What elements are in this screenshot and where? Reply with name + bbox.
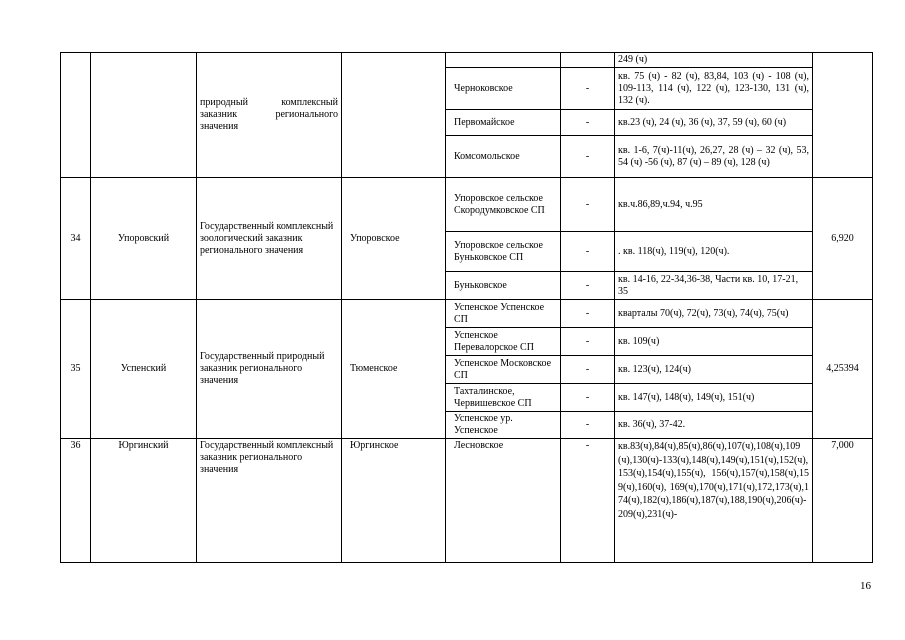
quarters-cell: кв. 36(ч), 37-42. <box>615 412 813 439</box>
dash-cell: - <box>561 356 615 384</box>
num-cell: 34 <box>61 178 91 300</box>
quarters-cell: кв. 14-16, 22-34,36-38, Части кв. 10, 17-21, 35 <box>615 272 813 300</box>
dash-cell: - <box>561 384 615 412</box>
quarters-cell: кв. 1-6, 7(ч)-11(ч), 26,27, 28 (ч) – 32 (ч), 53, 54 (ч) -56 (ч), 87 (ч) – 89 (ч), 128 (ч) <box>615 136 813 178</box>
name-cell: Упоровский <box>91 178 197 300</box>
forestry-cell: Успенское Успенское СП <box>446 300 561 328</box>
table-row <box>61 439 873 563</box>
forestry-cell: Успенское Московское СП <box>446 356 561 384</box>
name-cell: Успенский <box>91 300 197 439</box>
num-cell: 36 <box>61 439 91 563</box>
dash-cell: - <box>561 300 615 328</box>
dash-cell: - <box>561 136 615 178</box>
district-cell: Юргинское <box>342 439 446 563</box>
forestry-cell: Первомайское <box>446 110 561 136</box>
dash-cell: - <box>561 178 615 232</box>
dash-cell: - <box>561 110 615 136</box>
district-cell: Упоровское <box>342 178 446 300</box>
quarters-cell: кварталы 70(ч), 72(ч), 73(ч), 74(ч), 75(ч) <box>615 300 813 328</box>
table-row <box>61 53 873 68</box>
table-row <box>61 300 873 328</box>
area-cell <box>813 53 873 178</box>
dash-cell: - <box>561 439 615 563</box>
reserve-type-cell: природный комплексный заказник регионального значения <box>197 53 342 178</box>
forestry-cell: Тахталинское, Червишевское СП <box>446 384 561 412</box>
page-number: 16 <box>860 580 871 592</box>
quarters-cell: кв.83(ч),84(ч),85(ч),86(ч),107(ч),108(ч),109(ч),130(ч)-133(ч),148(ч),149(ч),151(ч),152(ч),153(ч),154(ч),155(ч), 156(ч),157(ч),158(ч),159(ч),160(ч), 169(ч),170(ч),171(ч),172,173(ч),174(ч),182(ч),186(ч),187(ч),188,190(ч),206(ч)- 209(ч),231(ч)- <box>615 439 813 563</box>
dash-cell <box>561 53 615 68</box>
reserves-table <box>60 52 873 563</box>
name-cell <box>91 53 197 178</box>
reserve-type-cell: Государственный комплексный заказник регионального значения <box>197 439 342 563</box>
quarters-cell: . кв. 118(ч), 119(ч), 120(ч). <box>615 232 813 272</box>
forestry-cell: Черноковское <box>446 68 561 110</box>
forestry-cell: Упоровское сельское Скородумковское СП <box>446 178 561 232</box>
quarters-cell: кв. 75 (ч) - 82 (ч), 83,84, 103 (ч) - 108 (ч), 109-113, 114 (ч), 122 (ч), 123-130, 131 (ч), 132 (ч). <box>615 68 813 110</box>
forestry-cell: Лесновское <box>446 439 561 563</box>
num-cell <box>61 53 91 178</box>
district-cell: Тюменское <box>342 300 446 439</box>
quarters-cell: кв.23 (ч), 24 (ч), 36 (ч), 37, 59 (ч), 60 (ч) <box>615 110 813 136</box>
forestry-cell: Упоровское сельское Буньковское СП <box>446 232 561 272</box>
num-cell: 35 <box>61 300 91 439</box>
forestry-cell <box>446 53 561 68</box>
area-cell: 7,000 <box>813 439 873 563</box>
quarters-cell: кв. 147(ч), 148(ч), 149(ч), 151(ч) <box>615 384 813 412</box>
forestry-cell: Комсомольское <box>446 136 561 178</box>
dash-cell: - <box>561 272 615 300</box>
area-cell: 4,25394 <box>813 300 873 439</box>
quarters-cell: кв. 109(ч) <box>615 328 813 356</box>
forestry-cell: Успенское Перевалорское СП <box>446 328 561 356</box>
table-row <box>61 178 873 232</box>
dash-cell: - <box>561 412 615 439</box>
dash-cell: - <box>561 68 615 110</box>
quarters-cell: 249 (ч) <box>615 53 813 68</box>
reserve-type-cell: Государственный природный заказник регионального значения <box>197 300 342 439</box>
quarters-cell: кв. 123(ч), 124(ч) <box>615 356 813 384</box>
dash-cell: - <box>561 232 615 272</box>
district-cell <box>342 53 446 178</box>
forestry-cell: Буньковское <box>446 272 561 300</box>
name-cell: Юргинский <box>91 439 197 563</box>
dash-cell: - <box>561 328 615 356</box>
quarters-cell: кв.ч.86,89,ч.94, ч.95 <box>615 178 813 232</box>
area-cell: 6,920 <box>813 178 873 300</box>
reserve-type-cell: Государственный комплексный зоологический заказник регионального значения <box>197 178 342 300</box>
forestry-cell: Успенское ур. Успенское <box>446 412 561 439</box>
